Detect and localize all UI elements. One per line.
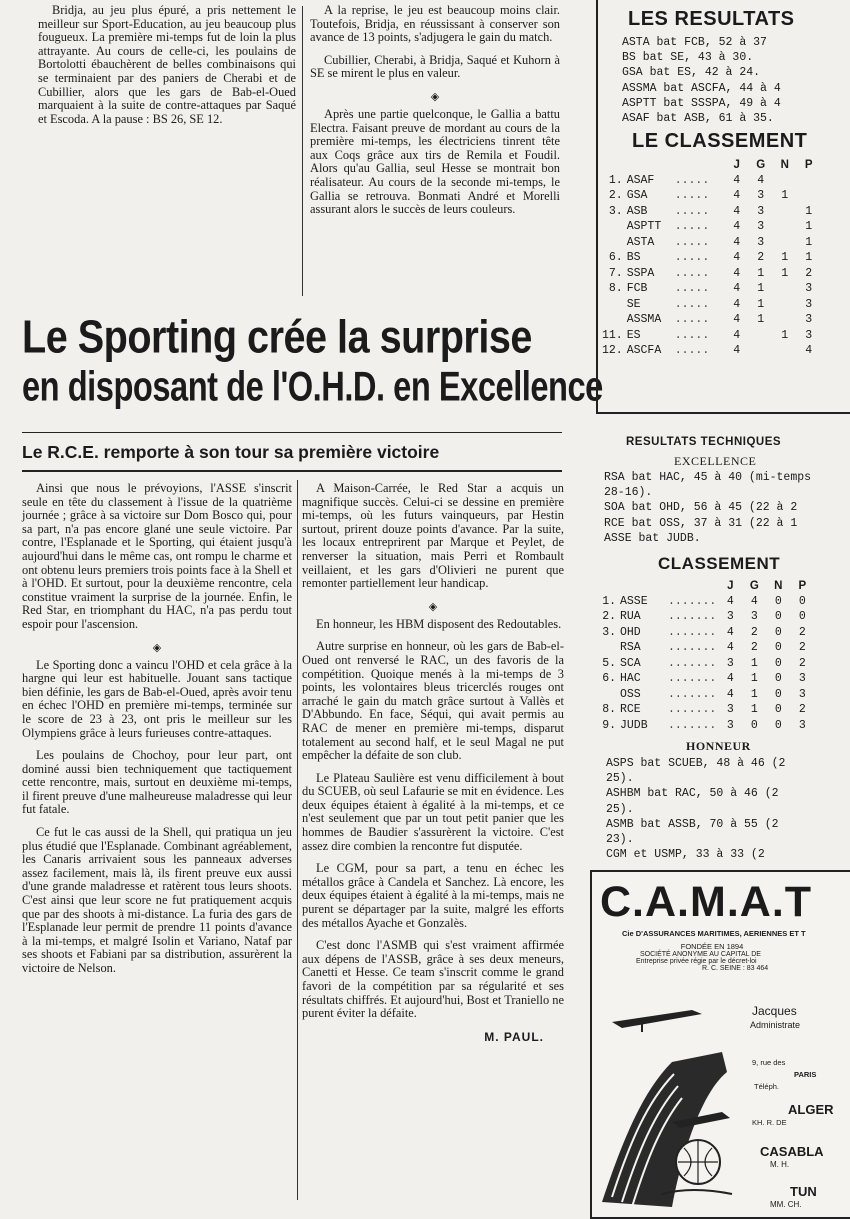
cell-p: 2 bbox=[798, 641, 806, 655]
headline-line-2: en disposant de l'O.H.D. en Excellence bbox=[22, 364, 603, 411]
cell-j: 4 bbox=[733, 266, 741, 280]
cell-rank: 8. bbox=[602, 703, 616, 717]
column-header bbox=[600, 157, 625, 173]
cell-j: 4 bbox=[733, 328, 741, 342]
result-line: ASMB bat ASSB, 70 à 55 (2 bbox=[606, 817, 779, 831]
result-line: ASHBM bat RAC, 50 à 46 (2 bbox=[606, 787, 779, 801]
cell-dots: ..... bbox=[674, 313, 710, 327]
cell-j: 4 bbox=[733, 282, 741, 296]
cell-g: 4 bbox=[757, 173, 765, 187]
cell-dots: ..... bbox=[674, 220, 710, 234]
cell-rank: 3. bbox=[608, 204, 623, 218]
cell-rank: 6. bbox=[608, 251, 623, 265]
cell-rank: 1. bbox=[602, 594, 616, 608]
cell-p: 3 bbox=[798, 687, 806, 701]
paragraph: C'est donc l'ASMB qui s'est vraiment affirmée aux dépens de l'ASSB, grâce à ses deux meneurs, Canetti et Hesse. Ce team s'inscrit comme le grand favori de la compétition par sa régularité et ses résultats chiffrés. Et aujourd'hui, Bost et Traniello ne purent éviter la défaite. bbox=[302, 938, 564, 1021]
cell-n: 0 bbox=[774, 641, 782, 655]
cell-dots: ....... bbox=[668, 687, 717, 701]
cell-dots: ..... bbox=[674, 189, 710, 203]
cell-rank bbox=[600, 235, 625, 251]
result-line: ASSMA bat ASCFA, 44 à 4 bbox=[622, 81, 781, 95]
classement-row bbox=[596, 718, 814, 734]
standings-row bbox=[600, 250, 821, 266]
cell-j: 4 bbox=[733, 220, 741, 234]
ornament-diamond-icon: ◈ bbox=[152, 641, 162, 654]
camat-city-casablanca: CASABLA bbox=[760, 1144, 824, 1159]
table-header-row bbox=[596, 578, 814, 594]
column-header: G bbox=[756, 158, 766, 171]
cell-team: GSA bbox=[626, 189, 648, 203]
standings-title: LE CLASSEMENT bbox=[632, 130, 808, 153]
cell-n bbox=[773, 297, 797, 313]
cell-n: 0 bbox=[774, 718, 782, 732]
cell-n bbox=[773, 312, 797, 328]
result-line: 25). bbox=[606, 802, 634, 816]
classement-row bbox=[596, 625, 814, 641]
cell-j: 4 bbox=[733, 297, 741, 311]
cell-rank: 8. bbox=[608, 282, 623, 296]
top-middle-paragraphs bbox=[310, 4, 560, 81]
ship-illustration bbox=[602, 1002, 742, 1212]
standings-row bbox=[600, 219, 821, 235]
cell-team: BS bbox=[626, 251, 641, 265]
cell-g: 2 bbox=[750, 641, 758, 655]
camat-contact-role: Administrate bbox=[750, 1020, 801, 1030]
cell-n bbox=[773, 343, 797, 359]
cell-rank bbox=[600, 219, 625, 235]
cell-dots: ..... bbox=[674, 266, 710, 280]
excellence-title: EXCELLENCE bbox=[674, 454, 757, 468]
cell-team: JUDB bbox=[620, 718, 648, 732]
cell-team: ASSMA bbox=[626, 313, 662, 327]
classement-row bbox=[596, 702, 814, 718]
cell-rank: 5. bbox=[602, 656, 616, 670]
results-box bbox=[596, 0, 850, 414]
cell-p: 2 bbox=[798, 703, 806, 717]
camat-paris: PARIS bbox=[794, 1070, 817, 1079]
cell-team: ASPTT bbox=[626, 220, 662, 234]
cell-team: OHD bbox=[620, 625, 641, 639]
cell-p: 3 bbox=[805, 313, 813, 327]
cell-rank: 2. bbox=[608, 189, 623, 203]
paragraph: Le Sporting donc a vaincu l'OHD et cela grâce à la hargne qui leur est habituelle. Jouant sans tactique bien définie, les gars de Bab-el-Oued, après avoir tenu en échec l'OHD en première mi-temps, terminée sur le score de 23 à 23, ont pris le meilleur sur les Olympiens grâce à leurs furieuses contre-attaques. bbox=[22, 657, 292, 740]
cell-j: 3 bbox=[726, 656, 734, 670]
cell-team: RSA bbox=[620, 641, 641, 655]
results-title: LES RESULTATS bbox=[628, 8, 795, 30]
headline-line-1: Le Sporting crée la surprise bbox=[22, 312, 532, 363]
cell-n bbox=[773, 281, 797, 297]
cell-g: 3 bbox=[757, 220, 765, 234]
result-line: 28-16). bbox=[604, 486, 653, 500]
classement-row bbox=[596, 594, 814, 610]
cell-j: 4 bbox=[733, 204, 741, 218]
cell-n bbox=[773, 235, 797, 251]
honneur-title: HONNEUR bbox=[686, 739, 751, 754]
cell-rank: 1. bbox=[608, 173, 623, 187]
paragraph: Après une partie quelconque, le Gallia a battu Electra. Faisant preuve de mordant au cours de la première mi-temps, les électriciens tinrent tête aux Coqs grâce aux tirs de Remila et Foudil. Alors qu'au Gallia, seul Hesse se montrait bon réalisateur. Au cours de la seconde mi-temps, le Gallia se retrouva. Bonmati André et Morelli assurant alors le succès de leurs couleurs. bbox=[310, 106, 560, 217]
cell-g: 1 bbox=[750, 687, 758, 701]
ornament-diamond-icon: ◈ bbox=[430, 90, 440, 103]
paragraph: Autre surprise en honneur, où les gars de Bab-el-Oued ont renversé le RAC, un des favoris de la compétition. Quoique menés à la mi-temps de 3 points, les volontaires bleus tricerclés rouges ont arraché le gain du match grâce surtout à Vallès et D'Abbundo. En face, Séqui, qui avait permis au RAC de mener en première mi-temps, disparut totalement au second half, et le seul Magal ne put empêcher la défaite de son club. bbox=[302, 639, 564, 763]
cell-dots: ..... bbox=[674, 344, 710, 358]
cell-g: 1 bbox=[750, 672, 758, 686]
cell-p: 2 bbox=[798, 656, 806, 670]
camat-contact-name: Jacques bbox=[752, 1004, 797, 1018]
table-header-row bbox=[600, 157, 821, 173]
result-line: CGM et USMP, 33 à 33 (2 bbox=[606, 848, 765, 860]
result-line: 25). bbox=[606, 772, 634, 786]
result-line: GSA bat ES, 42 à 24. bbox=[622, 66, 761, 80]
cell-j: 4 bbox=[733, 344, 741, 358]
cell-n: 0 bbox=[774, 672, 782, 686]
cell-rank bbox=[596, 640, 618, 656]
cell-p: 4 bbox=[805, 344, 813, 358]
paragraph: Le CGM, pour sa part, a tenu en échec les métallos grâce à Candela et Sanchez. Là encore, les deux équipes étaient à égalité à la mi-temps, mais ne purent se départager par la suite, malgré les efforts des métallos Ayache et Gonzalès. bbox=[302, 861, 564, 930]
column-header: G bbox=[749, 579, 759, 592]
cell-rank: 2. bbox=[602, 610, 616, 624]
cell-j: 4 bbox=[726, 625, 734, 639]
cell-g bbox=[749, 343, 773, 359]
cell-team: ASAF bbox=[626, 173, 655, 187]
camat-city-tunis-address: MM. CH. bbox=[770, 1200, 802, 1209]
cell-g: 3 bbox=[757, 189, 765, 203]
cell-rank: 12. bbox=[602, 344, 623, 358]
cell-dots: ..... bbox=[674, 235, 710, 249]
standings-row bbox=[600, 188, 821, 204]
result-line: SOA bat OHD, 56 à 45 (22 à 2 bbox=[604, 501, 798, 515]
top-middle-column bbox=[310, 4, 560, 226]
standings-row bbox=[600, 297, 821, 313]
cell-n: 1 bbox=[781, 251, 789, 265]
result-line: ASPS bat SCUEB, 48 à 46 (2 bbox=[606, 757, 786, 771]
cell-p: 3 bbox=[805, 328, 813, 342]
cell-j: 4 bbox=[726, 687, 734, 701]
standings-row bbox=[600, 266, 821, 282]
cell-g: 2 bbox=[750, 625, 758, 639]
cell-dots: ....... bbox=[668, 641, 717, 655]
cell-team: ASB bbox=[626, 204, 648, 218]
cell-g: 2 bbox=[757, 251, 765, 265]
classement-row bbox=[596, 640, 814, 656]
camat-city-casablanca-address: M. H. bbox=[770, 1160, 790, 1169]
results-list bbox=[622, 35, 850, 126]
camat-tel: Téléph. bbox=[754, 1082, 780, 1091]
tech-title: RESULTATS TECHNIQUES bbox=[626, 436, 782, 448]
cell-g: 3 bbox=[750, 610, 758, 624]
standings-row bbox=[600, 328, 821, 344]
cell-dots: ..... bbox=[674, 282, 710, 296]
cell-dots: ..... bbox=[674, 251, 710, 265]
ornament-diamond-icon: ◈ bbox=[428, 600, 438, 613]
cell-j: 3 bbox=[726, 718, 734, 732]
cell-team: ASCFA bbox=[626, 344, 662, 358]
cell-n: 1 bbox=[781, 266, 789, 280]
cell-n: 0 bbox=[774, 687, 782, 701]
cell-n: 1 bbox=[781, 189, 789, 203]
cell-dots: ....... bbox=[668, 625, 717, 639]
cell-p: 1 bbox=[805, 204, 813, 218]
column-header: J bbox=[727, 579, 734, 592]
article-right-column bbox=[302, 482, 564, 1044]
cell-n: 0 bbox=[774, 656, 782, 670]
column-header bbox=[673, 157, 725, 173]
article-left-paragraphs bbox=[22, 482, 292, 632]
cell-g: 1 bbox=[757, 266, 765, 280]
cell-dots: ....... bbox=[668, 703, 717, 717]
camat-city-tunis: TUN bbox=[790, 1184, 817, 1199]
cell-team: SSPA bbox=[626, 266, 655, 280]
column-divider bbox=[297, 480, 298, 1200]
column-header bbox=[596, 578, 618, 594]
camat-tagline: Cie D'ASSURANCES MARITIMES, AERIENNES ET T bbox=[622, 929, 806, 938]
cell-g: 1 bbox=[757, 313, 765, 327]
paragraph: Ainsi que nous le prévoyions, l'ASSE s'inscrit seule en tête du classement à l'issue de la quatrième journée ; grâce à sa victoire sur Dom Bosco qui, pour sa part, n'a pas encore glané une seule victoire. Par contre, l'Esplanade et le Sporting, qui étaient jusqu'à aujourd'hui dans le même cas, ont rompu le charme et ont obtenu leurs premiers trois points face à la Shell et à l'OHD. Et surtout, pour la deuxième rencontre, cela constitue vraiment la surprise de la journée. Enfin, le Red Star, en triomphant du HAC, n'a pas perdu tout espoir pour l'ascension. bbox=[22, 481, 292, 631]
headline-subtitle: Le R.C.E. remporte à son tour sa première victoire bbox=[22, 442, 440, 462]
cell-p: 0 bbox=[798, 610, 806, 624]
camat-address: 9, rue des bbox=[752, 1058, 786, 1067]
top-left-paragraphs bbox=[38, 4, 296, 126]
column-header: P bbox=[798, 579, 807, 592]
cell-g: 3 bbox=[757, 204, 765, 218]
cell-p: 3 bbox=[805, 282, 813, 296]
paragraph: Cubillier, Cherabi, à Bridja, Saqué et Kuhorn à SE se mirent le plus en valeur. bbox=[310, 52, 560, 81]
cell-g: 3 bbox=[757, 235, 765, 249]
standings-row bbox=[600, 204, 821, 220]
cell-p bbox=[797, 188, 821, 204]
column-header: J bbox=[733, 158, 740, 171]
cell-dots: ....... bbox=[668, 610, 717, 624]
cell-team: FCB bbox=[626, 282, 648, 296]
column-header: N bbox=[774, 579, 783, 592]
standings-row bbox=[600, 343, 821, 359]
cell-n: 0 bbox=[774, 594, 782, 608]
paragraph: Le Plateau Saulière est venu difficilement à bout du SCUEB, où seul Lafaurie se mit en évidence. Les deux équipes étaient à égalité à la mi-temps, et ce n'est seulement que par un tout petit panier que les hommes de Baudier s'assurèrent la victoire. C'est assez dire combien la rencontre fut disputée. bbox=[302, 770, 564, 853]
cell-team: SE bbox=[626, 297, 641, 311]
classement-table bbox=[596, 578, 814, 733]
camat-capital: SOCIÉTÉ ANONYME AU CAPITAL DE bbox=[640, 951, 761, 958]
cell-n bbox=[773, 219, 797, 235]
cell-j: 4 bbox=[726, 594, 734, 608]
cell-rank: 7. bbox=[608, 266, 623, 280]
cell-p: 1 bbox=[805, 251, 813, 265]
cell-j: 3 bbox=[726, 703, 734, 717]
cell-team: OSS bbox=[620, 687, 641, 701]
technical-results bbox=[596, 420, 850, 860]
cell-dots: ....... bbox=[668, 656, 717, 670]
cell-g: 1 bbox=[757, 282, 765, 296]
cell-g bbox=[749, 328, 773, 344]
article-right-paragraphs-2 bbox=[302, 618, 564, 1021]
cell-team: ASTA bbox=[626, 235, 655, 249]
honneur-list bbox=[606, 756, 850, 860]
cell-rank: 11. bbox=[602, 328, 623, 342]
cell-dots: ....... bbox=[668, 718, 717, 732]
top-middle-paragraphs-2 bbox=[310, 108, 560, 217]
camat-city-alger-address: KH. R. DE bbox=[752, 1118, 787, 1127]
cell-rank bbox=[596, 687, 618, 703]
classement-title: CLASSEMENT bbox=[658, 554, 781, 574]
cell-p: 1 bbox=[805, 220, 813, 234]
classement-row bbox=[596, 687, 814, 703]
column-header: N bbox=[780, 158, 789, 171]
cell-rank: 3. bbox=[602, 625, 616, 639]
cell-n bbox=[773, 204, 797, 220]
cell-rank: 6. bbox=[602, 672, 616, 686]
classement-row bbox=[596, 656, 814, 672]
cell-j: 3 bbox=[726, 610, 734, 624]
cell-p: 2 bbox=[805, 266, 813, 280]
cell-team: RCE bbox=[620, 703, 641, 717]
subtitle-rule bbox=[22, 470, 562, 472]
camat-rc: R. C. SEINE : 83 464 bbox=[702, 965, 769, 972]
column-header bbox=[618, 578, 666, 594]
cell-dots: ....... bbox=[668, 594, 717, 608]
cell-j: 4 bbox=[733, 313, 741, 327]
paragraph: A la reprise, le jeu est beaucoup moins clair. Toutefois, Bridja, en réussissant à conserver son avance de 13 points, s'adjugera le gain du match. bbox=[310, 3, 560, 45]
cell-dots: ..... bbox=[674, 328, 710, 342]
cell-n: 1 bbox=[781, 328, 789, 342]
camat-founded: FONDÉE EN 1894 bbox=[680, 942, 744, 951]
cell-dots: ..... bbox=[674, 204, 710, 218]
cell-n: 0 bbox=[774, 610, 782, 624]
cell-dots: ..... bbox=[674, 173, 710, 187]
cell-g: 0 bbox=[750, 718, 758, 732]
cell-n: 0 bbox=[774, 625, 782, 639]
cell-j: 4 bbox=[733, 189, 741, 203]
cell-team: ES bbox=[626, 328, 641, 342]
cell-g: 4 bbox=[750, 594, 758, 608]
cell-n: 0 bbox=[774, 703, 782, 717]
camat-brand: C.A.M.A.T bbox=[600, 878, 813, 926]
cell-team: ASSE bbox=[620, 594, 648, 608]
cell-rank: 9. bbox=[602, 718, 616, 732]
result-line: 23). bbox=[606, 833, 634, 847]
cell-team: RUA bbox=[620, 610, 641, 624]
result-line: ASPTT bat SSSPA, 49 à 4 bbox=[622, 96, 781, 110]
article-right-paragraphs bbox=[302, 482, 564, 591]
standings-row bbox=[600, 235, 821, 251]
cell-j: 4 bbox=[726, 641, 734, 655]
headline-rule bbox=[22, 432, 562, 433]
cell-g: 1 bbox=[750, 656, 758, 670]
cell-p: 2 bbox=[798, 625, 806, 639]
result-line: ASAF bat ASB, 61 à 35. bbox=[622, 112, 774, 126]
cell-team: HAC bbox=[620, 672, 641, 686]
cell-p: 3 bbox=[798, 672, 806, 686]
result-line: RCE bat OSS, 37 à 31 (22 à 1 bbox=[604, 516, 798, 530]
result-line: BS bat SE, 43 à 30. bbox=[622, 51, 754, 65]
column-header bbox=[666, 578, 718, 594]
cell-n bbox=[773, 173, 797, 189]
article-left-column bbox=[22, 482, 292, 985]
standings-row bbox=[600, 312, 821, 328]
cell-j: 4 bbox=[733, 173, 741, 187]
cell-dots: ..... bbox=[674, 297, 710, 311]
excellence-list bbox=[604, 470, 850, 546]
classement-row bbox=[596, 671, 814, 687]
cell-g: 1 bbox=[750, 703, 758, 717]
cell-rank bbox=[600, 312, 625, 328]
camat-city-alger: ALGER bbox=[788, 1102, 834, 1117]
cell-p: 3 bbox=[798, 718, 806, 732]
result-line: ASTA bat FCB, 52 à 37 bbox=[622, 36, 767, 49]
column-divider bbox=[302, 6, 303, 296]
camat-regime: Entreprise privée régie par le décret-loi bbox=[636, 958, 757, 965]
cell-p bbox=[797, 173, 821, 189]
paragraph: Bridja, au jeu plus épuré, a pris nettement le meilleur sur Sport-Education, au jeu beaucoup plus fougueux. La première mi-temps fut de loin la plus attrayante. Au cours de celle-ci, les poulains de Bortolotti ébauchèrent de belles combinaisons qui se terminaient par des paniers de Cherabi et de Cubillier, alors que les gars de Bab-el-Oued marquaient à la suite de contre-attaques par Saqué et Escoda. A la pause : BS 26, SE 12. bbox=[38, 3, 296, 126]
cell-team: SCA bbox=[620, 656, 641, 670]
article-left-paragraphs-2 bbox=[22, 659, 292, 976]
cell-dots: ....... bbox=[668, 672, 717, 686]
paragraph: Ce fut le cas aussi de la Shell, qui pratiqua un jeu plus étudié que l'Esplanade. Combinant agréablement, les Canaris arrivaient sous les panneaux adverses assez facilement, mais là, ils firent preuve eux aussi d'une grande maladresse et ratèrent tous leurs shoots. C'est ainsi que leur score ne fut pratiquement acquis que par des shoots à mi-distance. La furia des gars de l'Esplanade leur permit de prendre 11 points d'avance à la mi-temps, et malgré Isolin et Variano, Nataf par ses shoots et Fabiani par sa distribution, assurèrent la victoire de Nelson. bbox=[22, 825, 292, 975]
camat-advertisement bbox=[590, 870, 850, 1219]
cell-j: 4 bbox=[733, 235, 741, 249]
paragraph: En honneur, les HBM disposent des Redoutables. bbox=[316, 616, 562, 631]
cell-p: 1 bbox=[805, 235, 813, 249]
paragraph: Les poulains de Chochoy, pour leur part, ont dominé aussi bien techniquement que tactiquement cette rencontre, mais, surtout en deuxième mi-temps, il firent preuve d'une malheureuse maladresse qui leur fut fatale. bbox=[22, 748, 292, 817]
paragraph: A Maison-Carrée, le Red Star a acquis un magnifique succès. Celui-ci se dessine en première mi-temps, où les futurs vainqueurs, par Hestin surtout, prirent douze points d'avance. Par la suite, les locaux entreprirent par Marque et Peylet, de renverser la situation, mais Perri et Rombault veillaient, et les gars d'Olivieri ne purent que remonter partiellement leur handicap. bbox=[302, 481, 564, 591]
column-header bbox=[625, 157, 673, 173]
cell-g: 1 bbox=[757, 297, 765, 311]
cell-j: 4 bbox=[726, 672, 734, 686]
standings-table bbox=[600, 157, 821, 359]
top-left-column bbox=[38, 4, 296, 135]
cell-p: 3 bbox=[805, 297, 813, 311]
standings-row bbox=[600, 281, 821, 297]
cell-p: 0 bbox=[798, 594, 806, 608]
result-line: RSA bat HAC, 45 à 40 (mi-temps bbox=[604, 471, 812, 484]
standings-row bbox=[600, 173, 821, 189]
result-line: ASSE bat JUDB. bbox=[604, 531, 701, 545]
column-header: P bbox=[804, 158, 813, 171]
author-signature: M. PAUL. bbox=[484, 1029, 544, 1044]
cell-j: 4 bbox=[733, 251, 741, 265]
classement-row bbox=[596, 609, 814, 625]
headline-block bbox=[22, 312, 603, 411]
cell-rank bbox=[600, 297, 625, 313]
